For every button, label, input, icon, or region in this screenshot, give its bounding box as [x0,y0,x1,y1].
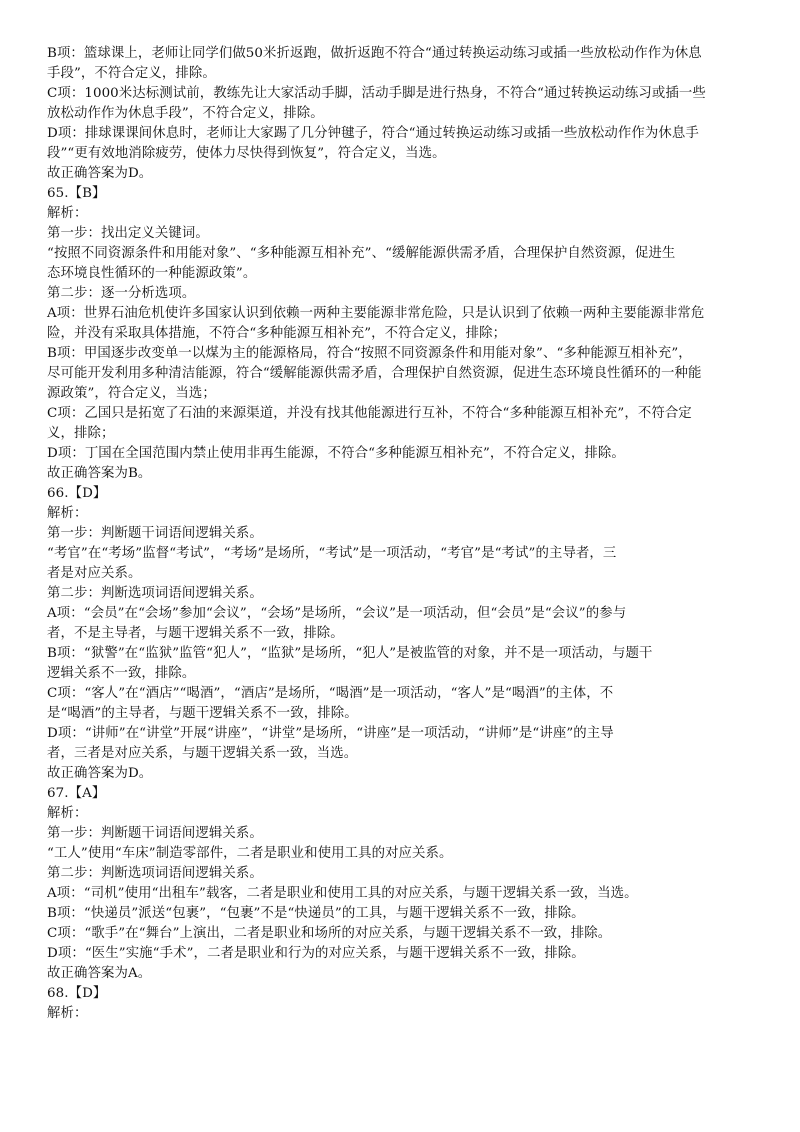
text-line: D项：“讲师”在“讲堂”开展“讲座”，“讲堂”是场所，“讲座”是一项活动，“讲师”是“讲座”的主导 [47,726,614,741]
text-line: B项：“狱警”在“监狱”监管“犯人”，“监狱”是场所，“犯人”是被监管的对象，并不是一项活动，与题干 [47,646,653,661]
answer-conclusion: 故正确答案为B。 [47,466,152,481]
answer-conclusion: 故正确答案为D。 [47,766,153,781]
analysis-heading: 解析： [47,506,88,521]
answer-conclusion: 故正确答案为D。 [47,166,153,181]
text-line: 源政策”，符合定义，当选； [47,386,216,401]
text-line: 义，排除； [47,426,115,441]
text-line: D项：排球课课间休息时，老师让大家踢了几分钟毽子，符合“通过转换运动练习或插一些放松动作作为休息手 [47,126,699,141]
step-heading: 第二步：判断选项词语间逻辑关系。 [47,866,263,881]
text-line: A项：“会员”在“会场”参加“会议”，“会场”是场所，“会议”是一项活动，但“会员”是“会议”的参与 [47,606,627,621]
text-line: D项：丁国在全国范围内禁止使用非再生能源，不符合“多种能源互相补充”，不符合定义，排除。 [47,446,625,461]
text-line: C项：“客人”在“酒店”“喝酒”，“酒店”是场所，“喝酒”是一项活动，“客人”是“喝酒”的主体，不 [47,686,614,701]
text-line: A项：世界石油危机使许多国家认识到依赖一两种主要能源非常危险，只是认识到了依赖一两种主要能源非常危 [47,306,705,321]
text-line: 段”“更有效地消除疲劳，使体力尽快得到恢复”，符合定义，当选。 [47,146,446,161]
text-line: 险，并没有采取具体措施，不符合“多种能源互相补充”，不符合定义，排除； [47,326,507,341]
text-line: 手段”，不符合定义，排除。 [47,66,216,81]
text-line: 态环境良性循环的一种能源政策”。 [47,266,257,281]
text-line: B项：篮球课上，老师让同学们做50米折返跑，做折返跑不符合“通过转换运动练习或插一些放松动作作为休息 [47,46,702,61]
text-line: 是“喝酒”的主导者，与题干逻辑关系不一致，排除。 [47,706,358,721]
text-line: D项：“医生”实施“手术”，二者是职业和行为的对应关系，与题干逻辑关系不一致，排除。 [47,946,585,961]
text-line: 者，不是主导者，与题干逻辑关系不一致，排除。 [47,626,344,641]
text-line: “按照不同资源条件和用能对象”、“多种能源互相补充”、“缓解能源供需矛盾，合理保护自然资源，促进生 [47,246,676,261]
step-heading: 第一步：判断题干词语间逻辑关系。 [47,826,263,841]
text-line: 逻辑关系不一致，排除。 [47,666,196,681]
step-heading: 第二步：逐一分析选项。 [47,286,196,301]
text-line: 放松动作作为休息手段”，不符合定义，排除。 [47,106,324,121]
question-number-65: 65.【B】 [47,186,106,201]
text-line: 尽可能开发利用多种清洁能源，符合“缓解能源供需矛盾，合理保护自然资源，促进生态环境良性循环的一种能 [47,366,702,381]
question-number-68: 68.【D】 [47,986,107,1001]
text-line: C项：1000米达标测试前，教练先让大家活动手脚，活动手脚是进行热身，不符合“通过转换运动练习或插一些 [47,86,706,101]
text-line: C项：乙国只是拓宽了石油的来源渠道，并没有找其他能源进行互补，不符合“多种能源互相补充”，不符合定 [47,406,692,421]
text-line: “工人”使用“车床”制造零部件，二者是职业和使用工具的对应关系。 [47,846,453,861]
analysis-heading: 解析： [47,1006,88,1021]
text-line: A项：“司机”使用“出租车”载客，二者是职业和使用工具的对应关系，与题干逻辑关系一致，当选。 [47,886,638,901]
analysis-heading: 解析： [47,206,88,221]
text-line: B项：甲国逐步改变单一以煤为主的能源格局，符合“按照不同资源条件和用能对象”、“多种能源互相补充”， [47,346,692,361]
analysis-heading: 解析： [47,806,88,821]
answer-explanation-page [47,44,759,1024]
step-heading: 第一步：找出定义关键词。 [47,226,209,241]
question-number-67: 67.【A】 [47,786,106,801]
text-line: 者，三者是对应关系，与题干逻辑关系一致，当选。 [47,746,358,761]
question-number-66: 66.【D】 [47,486,107,501]
answer-conclusion: 故正确答案为A。 [47,966,152,981]
step-heading: 第二步：判断选项词语间逻辑关系。 [47,586,263,601]
text-line: “考官”在“考场”监督“考试”，“考场”是场所，“考试”是一项活动，“考官”是“考试”的主导者，三 [47,546,617,561]
text-line: 者是对应关系。 [47,566,142,581]
text-line: C项：“歌手”在“舞台”上演出，二者是职业和场所的对应关系，与题干逻辑关系不一致，排除。 [47,926,612,941]
text-line: B项：“快递员”派送“包裹”，“包裹”不是“快递员”的工具，与题干逻辑关系不一致，排除。 [47,906,585,921]
step-heading: 第一步：判断题干词语间逻辑关系。 [47,526,263,541]
